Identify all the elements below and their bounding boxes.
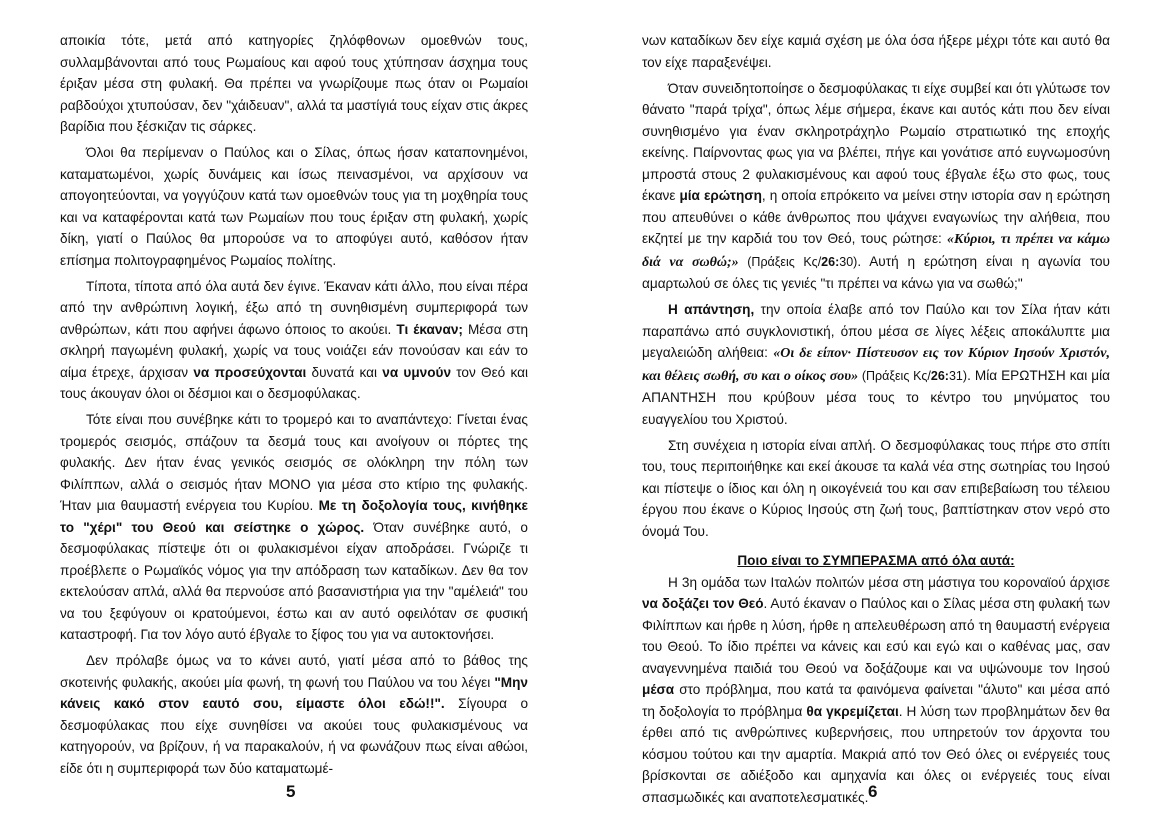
paragraph bbox=[642, 299, 1110, 430]
bold-text: Τι έκαναν; bbox=[396, 321, 463, 337]
page-number-left: 5 bbox=[286, 782, 296, 801]
section-heading: Ποιο είναι το ΣΥΜΠΕΡΑΣΜΑ από όλα αυτά: bbox=[737, 553, 1015, 568]
bold-text: μία ερώτηση bbox=[679, 188, 762, 203]
scripture-reference: (Πράξεις Κς/ bbox=[738, 254, 822, 269]
text: . Η λύση των προβλημάτων δεν θα έρθει από τις ανθρώπινες κυβερνήσεις, που υπηρετούν τον άρχοντα του κόσμου τούτου και την αμαρτία. Μακριά από τον Θεό όλες οι ενέργειές τους βρίσκονται σε αδιέξοδο και αμηχανία και όλες οι ενέργειές τους είναι σπασμωδικές και αναποτελεσματικές. bbox=[642, 703, 1110, 805]
scripture-reference: 30) bbox=[839, 254, 858, 269]
text: . Αυτή η ερώτηση είναι η αγωνία του αμαρτωλού σε όλες τις γενιές "τι πρέπει να κάνω για να σωθώ;" bbox=[642, 253, 1110, 291]
text: Τίποτα, τίποτα από όλα αυτά δεν έγινε. Έκαναν κάτι άλλο, που είναι πέρα από την ανθρώπινη λογική, έξω από τη συνηθισμένη συμπεριφορά των ανθρώπων, κάτι που αφήνει άφωνο όποιος το ακούει. bbox=[60, 278, 528, 337]
text: Δεν πρόλαβε όμως να το κάνει αυτό, γιατί μέσα από το βάθος της σκοτεινής φυλακής, ακούει μία φωνή, τη φωνή του Παύλου να του λέγει bbox=[60, 653, 528, 690]
text: την οποία έλαβε από τον Παύλο και τον Σίλα ήταν κάτι παραπάνω από συγκλονιστική, όπου μέσα σε λίγες λέξεις αποκάλυπτε μια μεγαλειώδη αλήθεια: bbox=[642, 302, 1111, 360]
text: νων καταδίκων δεν είχε καμιά σχέση με όλα όσα ήξερε μέχρι τότε και αυτό θα τον είχε παραξενέψει. bbox=[642, 33, 1110, 70]
text: Η 3η ομάδα των Ιταλών πολιτών μέσα στη μάστιγα του κοροναϊού άρχισε bbox=[668, 574, 1110, 590]
text: , η οποία επρόκειτο να μείνει στην ιστορία σαν η ερώτηση που απευθύνει ο κάθε άνθρωπος που ψάχνει εναγωνίως την αλήθεια, που εκζητεί με την καρδιά του τον Θεό, τους ρώτησε: bbox=[642, 188, 1110, 246]
paragraph bbox=[60, 142, 528, 271]
text: . Μία ΕΡΩΤΗΣΗ και μία ΑΠΑΝΤΗΣΗ που κρύβουν μέσα τους το κέντρο του μηνύματος του ευαγγελίου του Χριστού. bbox=[642, 367, 1111, 427]
text: Όλοι θα περίμεναν ο Παύλος και ο Σίλας, όπως ήσαν καταπονημένοι, καταματωμένοι, χωρίς δυνάμεις και ίσως πεινασμένοι, να αρχίσουν να απογοητεύονται, να γογγύζουν κατά των ομοεθνών τους για τη μοχθηρία τους και να καταφέρονται κατά των Ρωμαίων που τους έριξαν στη φυλακή, χωρίς δίκη, γιατί ο Παύλος θα μπορούσε να το αποφύγει αυτό, καθόσον ήταν επίσημα πολιτογραφημένος Ρωμαίος πολίτης. bbox=[60, 145, 528, 268]
paragraph bbox=[60, 30, 528, 138]
bold-quote: "Μην κάνεις κακό στον εαυτό σου, είμαστε όλοι εδώ!!". bbox=[60, 674, 528, 711]
paragraph bbox=[60, 409, 528, 646]
bold-text: Με τη δοξολογία τους, κινήθηκε το "χέρι" του Θεού και σείστηκε ο χώρος. bbox=[60, 498, 528, 535]
page-number-right: 6 bbox=[868, 782, 878, 801]
scripture-quote: «Κύριοι, τι πρέπει να κάμω διά να σωθώ;» bbox=[642, 232, 1110, 270]
left-page-text bbox=[60, 30, 528, 784]
paragraph bbox=[642, 30, 1110, 73]
bold-text: να προσεύχονται bbox=[193, 364, 307, 380]
paragraph bbox=[642, 572, 1110, 809]
text: Μέσα στη σκληρή παγωμένη φυλακή, χωρίς να τους νοιάζει εάν πονούσαν και εάν το αίμα έτρεχε, άρχισαν bbox=[60, 321, 528, 380]
bold-text: Η απάντηση, bbox=[668, 302, 755, 317]
scripture-reference: 26: bbox=[930, 368, 949, 383]
right-page-text bbox=[642, 30, 1110, 813]
text: αποικία τότε, μετά από κατηγορίες ζηλόφθονων ομοεθνών τους, συλλαμβάνονται από τους Ρωμαίους και αφού τους χτύπησαν άσχημα τους έριξαν μέσα στη φυλακή. Θα πρέπει να γνωρίζουμε πως όταν οι Ρωμαίοι ραβδούχοι χτυπούσαν, δεν "χάιδευαν", αλλά τα μαστίγιά τους είχαν στις άκρες βαρίδια που ξέσκιζαν τις σάρκες. bbox=[60, 33, 528, 134]
paragraph bbox=[60, 276, 528, 405]
text: τον Θεό και τους άκουγαν όλοι οι δέσμιοι και ο δεσμοφύλακας. bbox=[60, 364, 528, 401]
text: Όταν συνειδητοποίησε ο δεσμοφύλακας τι είχε συμβεί και ότι γλύτωσε τον θάνατο "παρά τρίχα", όπως λέμε σήμερα, έκανε και αυτός κάτι που δεν είναι συνηθισμένο για έναν σκληροτράχηλο Ρωμαίο στρατιωτικό της εποχής εκείνης. Παίρνοντας φως για να βλέπει, πήγε και γονάτισε από ευγνωμοσύνη μπροστά στους 2 φυλακισμένους και αφού τους έβγαλε έξω στο φως, τους έκανε bbox=[642, 80, 1110, 203]
paragraph bbox=[642, 435, 1110, 543]
text: Όταν συνέβηκε αυτό, ο δεσμοφύλακας πίστεψε ότι οι φυλακισμένοι είχαν αποδράσει. Γνώριζε τι προέβλεπε ο Ρωμαϊκός νόμος για την απόδραση των καταδίκων. Δεν θα τον εκτελούσαν απλά, αλλά θα περνούσε από βασανιστήρια για την "αμέλειά" του να του ξεφύγουν οι κρατούμενοι, έστω και αν αυτό οφειλόταν σε φυσική καταστροφή. Για τον λόγο αυτό έβγαλε το ξίφος του για να αυτοκτονήσει. bbox=[60, 519, 528, 642]
text: δυνατά και bbox=[306, 364, 383, 380]
text: Τότε είναι που συνέβηκε κάτι το τρομερό και το αναπάντεχο: Γίνεται ένας τρομερός σεισμός, σπάζουν τα δεσμά τους και ανοίγουν οι πόρτες της φυλακής. Δεν ήταν ένας γενικός σεισμός σε ολόκληρη την πόλη των Φιλίππων, αλλά ο σεισμός ήταν ΜΟΝΟ για μέσα στο κτίριο της φυλακής. Ήταν μια θαυμαστή ενέργεια του Κυρίου. bbox=[60, 412, 528, 513]
paragraph bbox=[60, 650, 528, 779]
bold-text: θα γκρεμίζεται bbox=[806, 703, 899, 719]
bold-text: μέσα bbox=[642, 682, 675, 697]
text: Σίγουρα ο δεσμοφύλακας που είχε συνηθίσει να ακούει τους φυλακισμένους να κατηγορούν, να βρίζουν, ή να παρακαλούν, ή να φωνάζουν πως είναι αθώοι, είδε ότι η συμπεριφορά των δύο καταματωμέ- bbox=[60, 696, 528, 776]
text: στο πρόβλημα, που κατά τα φαινόμενα φαίνεται "άλυτο" και μέσα από τη δοξολογία το πρόβλημα bbox=[642, 682, 1110, 719]
scripture-reference: 31) bbox=[948, 368, 968, 383]
paragraph bbox=[642, 78, 1110, 295]
bold-text: να δοξάζει τον Θεό bbox=[642, 596, 764, 611]
text: . Αυτό έκαναν ο Παύλος και ο Σίλας μέσα στη φυλακή των Φιλίππων και ήρθε η λύση, ήρθε η απελευθέρωση από τη θαυμαστή ενέργεια του Θεού. Το ίδιο πρέπει να κάνεις και εσύ και εγώ και ο καθένας μας, σαν αναγεννημένα παιδιά του Θεού να δοξάζουμε και να υψώνουμε τον Ιησού bbox=[642, 596, 1110, 676]
text: Στη συνέχεια η ιστορία είναι απλή. Ο δεσμοφύλακας τους πήρε στο σπίτι του, τους περιποιήθηκε και εκεί άκουσε τα καλά νέα στης σωτηρίας του Ιησού και πίστεψε ο ίδιος και όλη η οικογένειά του και σαν επιβεβαίωση του τέλειου έργου που έκανε ο Κύριος Ιησούς στη ζωή τους, βαπτίστηκαν στον νερό στο όνομά Του. bbox=[642, 437, 1110, 539]
scripture-reference: (Πράξεις Κς/ bbox=[858, 368, 931, 383]
bold-text: να υμνούν bbox=[382, 364, 451, 380]
scripture-reference: 26: bbox=[821, 254, 840, 269]
scripture-quote: «Οι δε είπον· Πίστευσον εις τον Κύριον Ιησούν Χριστόν, και θέλεις σωθή, συ και ο οίκος σου» bbox=[642, 346, 1110, 384]
